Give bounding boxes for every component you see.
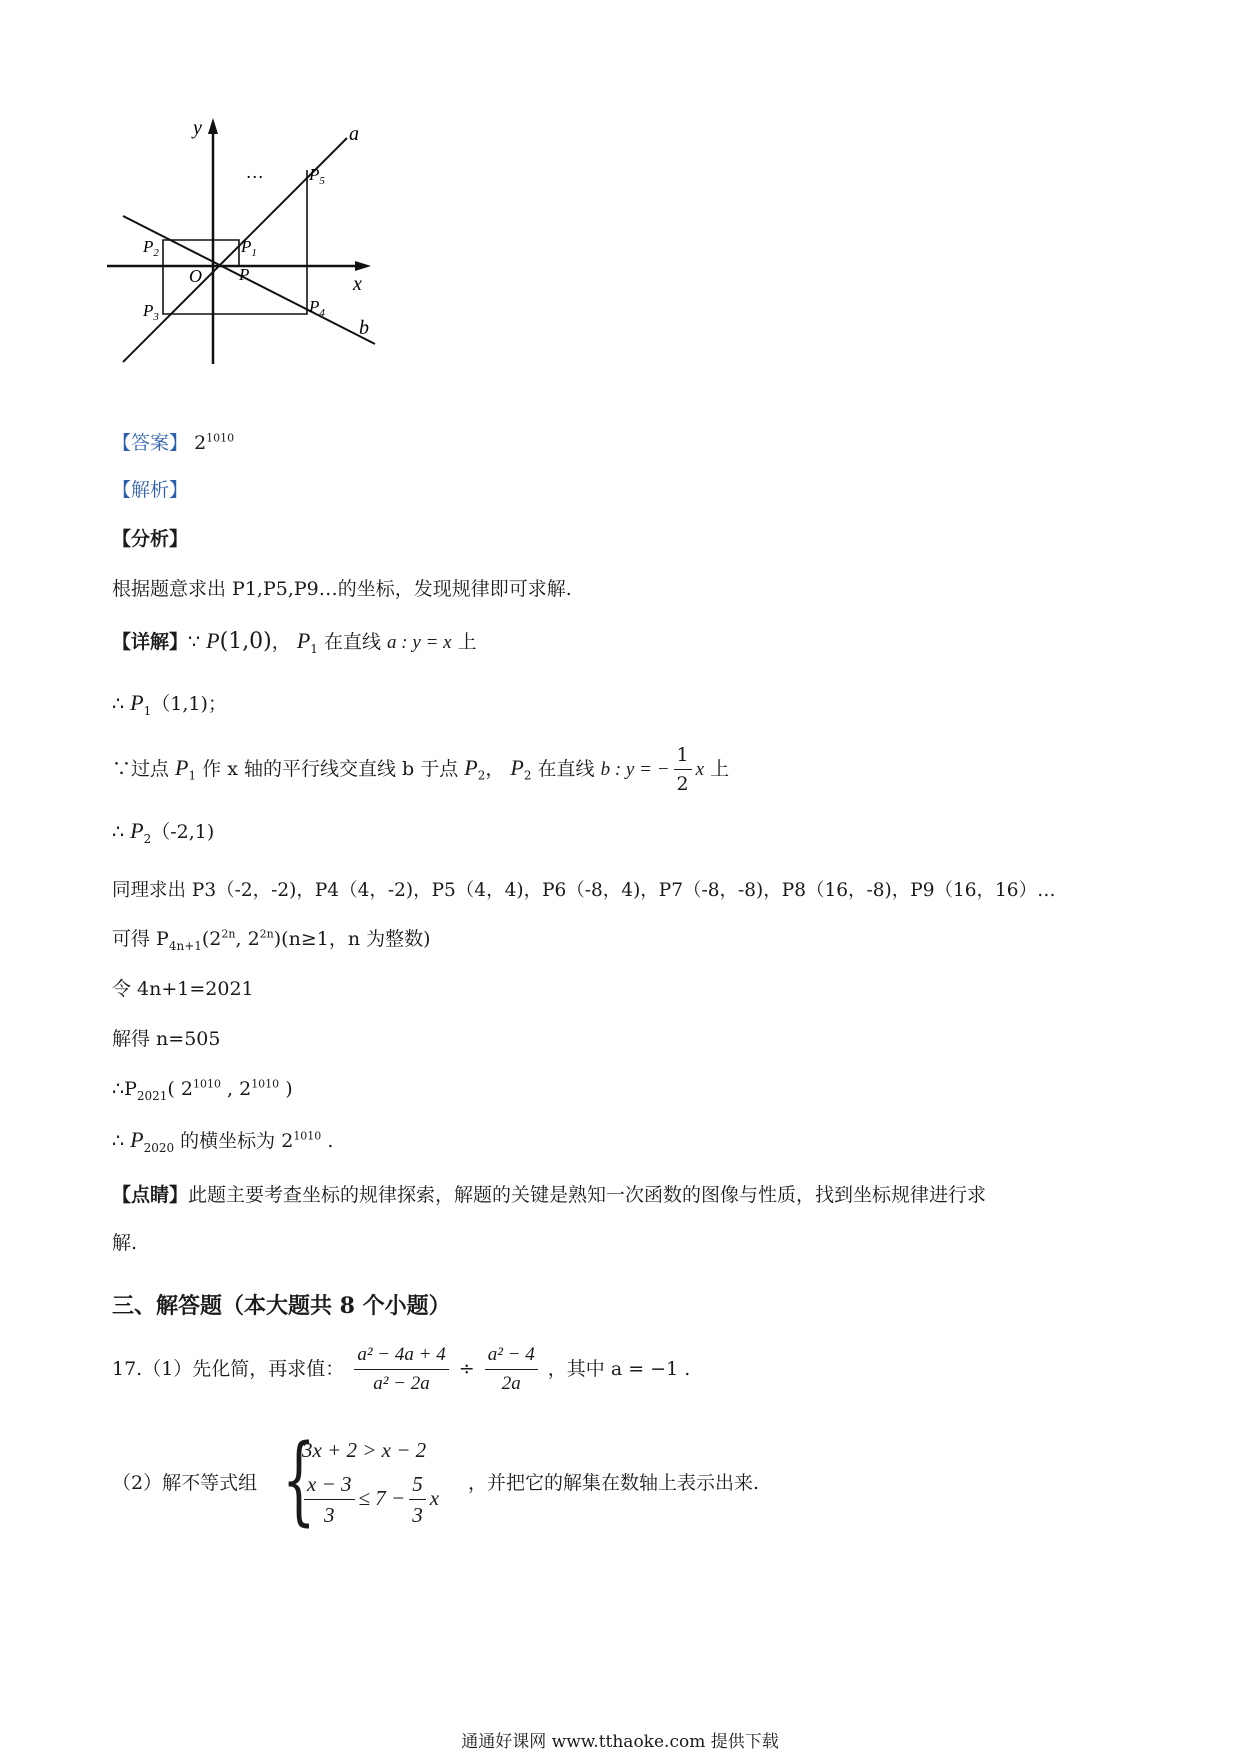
detail-line: 【详解】∵ P(1,0)， $P_1$ 在直线 a : y = x 上 (112, 628, 477, 656)
answer-tag: 【答案】 (112, 432, 189, 454)
label-p2: $P_2$ (143, 237, 159, 259)
p2-line: ∴ $P_2(-2,1)$ (112, 818, 215, 846)
jiede-line: 解得 n=505 (112, 1028, 221, 1050)
section-title: 三、解答题（本大题共 8 个小题） (112, 1293, 451, 1319)
dianjing-line-2: 解. (112, 1232, 138, 1254)
label-y: y (193, 117, 202, 139)
fenxi-text: 根据题意求出 P1,P5,P9…的坐标，发现规律即可求解. (112, 578, 572, 600)
label-p3: $P_3$ (143, 301, 159, 323)
y-axis-arrow (208, 118, 218, 134)
answer-line (112, 432, 234, 455)
ling-line: 令 4n+1=2021 (112, 978, 254, 1000)
path-p (163, 170, 307, 314)
x-axis-arrow (355, 261, 371, 271)
label-o: O (189, 266, 202, 286)
label-p: P (239, 265, 250, 284)
inequality-system (282, 1424, 462, 1536)
analysis-tag: 【解析】 (112, 479, 189, 501)
p1-line: ∴ $P_1(1,1)$； (112, 690, 227, 718)
answer-value: $2^{1010}$ (194, 431, 235, 454)
q17-part1: 17.（1）先化简，再求值： $\frac{\text{a² − 4a + 4}}{\text{a² − 2a}}$ ÷ $\frac{\text{a² − 4}}{2a}$ ，其中 a = −1 . (112, 1344, 691, 1394)
q17-part2-label: （2）解不等式组 (112, 1472, 258, 1494)
label-a: a (349, 123, 359, 145)
parallel-line: ∵过点 $P_1$ 作 x 轴的平行线交直线 b 于点 $P_2$， $P_2$ 在直线 b : y = − $\frac{1}{2}$ x 上 (112, 744, 730, 795)
fenxi-tag: 【分析】 (112, 528, 189, 550)
page-footer: 通通好课网 www.tthaoke.com 提供下载 (461, 1732, 779, 1752)
tongli-line: 同理求出 P3（-2，-2)，P4（4，-2)，P5（4，4)，P6（-8，4)，P7（-8，-8)，P8（16，-8)，P9（16，16）… (112, 880, 1056, 901)
inequality-row-1: 3x + 2 > x − 2 (302, 1438, 427, 1462)
q17-part2-tail: ，并把它的解集在数轴上表示出来. (468, 1472, 760, 1494)
label-x: x (353, 273, 362, 295)
label-p5: $P_5$ (309, 165, 325, 187)
label-p4: $P_4$ (309, 297, 325, 319)
label-b: b (359, 317, 369, 339)
inequality-row-2: $\frac{x - 3}{3}$ ≤ 7 − $\frac{5}{3}$ x (300, 1472, 439, 1528)
brace: { (282, 1424, 316, 1536)
label-dots: … (247, 162, 264, 182)
coordinate-diagram (105, 112, 395, 372)
dianjing-line: 【点睛】此题主要考查坐标的规律探索，解题的关键是熟知一次函数的图像与性质，找到坐标规律进行求 (112, 1184, 987, 1206)
p2020-line: ∴ $P_{2020}$ 的横坐标为 $2^{1010}$ . (112, 1127, 334, 1155)
label-p1: $P_1$ (241, 237, 257, 259)
coordinate-figure (105, 112, 395, 372)
kede-line: 可得 $P_{4n+1}(2^{2n}$, $2^{2n})(n\ge 1$，n 为整数) (112, 927, 431, 953)
p2021-line: $\therefore P_{2021}$( $2^{1010}$ , $2^{1010}$ ) (112, 1077, 293, 1103)
